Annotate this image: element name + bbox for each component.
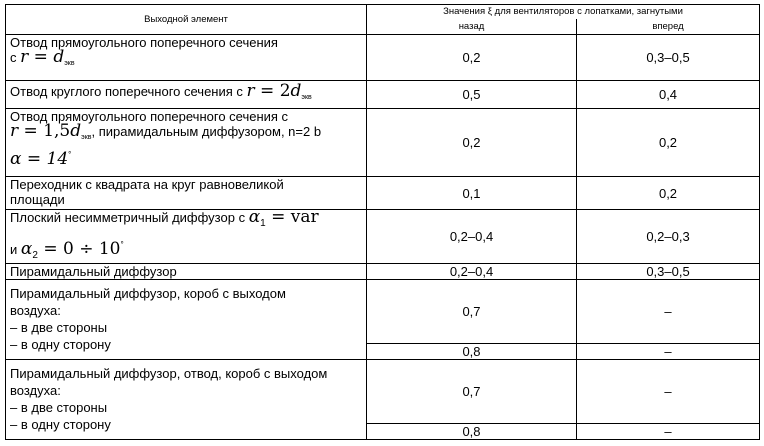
formula-r: r (246, 81, 255, 101)
header-row (6, 5, 760, 19)
value-back: 0,5 (367, 81, 577, 109)
element-cell (6, 81, 367, 109)
element-text: Отвод круглого поперечного сечения с (10, 84, 247, 99)
value-back: 0,2–0,4 (367, 210, 577, 264)
formula-sub: экв (64, 60, 75, 67)
formula-sub: экв (81, 134, 92, 141)
element-line: – в одну сторону (10, 417, 111, 432)
value-forward: – (577, 344, 760, 360)
table-row (6, 81, 760, 109)
header-back: назад (367, 19, 577, 35)
element-line: – в две стороны (10, 320, 108, 335)
value-back: 0,2 (367, 109, 577, 177)
formula-value: = 0 ÷ 10 (37, 239, 121, 259)
element-line: воздуха: (10, 383, 61, 398)
element-cell (6, 109, 367, 177)
value-back: 0,1 (367, 177, 577, 210)
element-formula-line (10, 47, 362, 71)
formula-value: = var (265, 207, 319, 227)
table-row (6, 109, 760, 177)
element-line: – в две стороны (10, 400, 108, 415)
element-line: – в одну сторону (10, 337, 111, 352)
value-back: 0,2–0,4 (367, 264, 577, 280)
header-output-element: Выходной элемент (6, 5, 367, 35)
element-line: Отвод прямоугольного поперечного сечения с (10, 109, 289, 124)
formula-alpha: α (10, 149, 22, 169)
table-row (6, 210, 760, 264)
element-line: воздуха: (10, 303, 61, 318)
element-cell: Пирамидальный диффузор (6, 264, 367, 280)
header-values-group: Значения ξ для вентиляторов с лопатками, загнутыми (367, 5, 760, 19)
table-row (6, 264, 760, 280)
value-forward: – (577, 424, 760, 440)
value-forward: 0,2 (577, 109, 760, 177)
element-text: , пирамидальным диффузором, n=2 b (91, 124, 322, 139)
formula-d: d (290, 81, 302, 101)
formula-sub: экв (301, 94, 312, 101)
element-line: площади (10, 192, 65, 207)
formula-d: d (70, 121, 82, 141)
formula-sub: 1 (260, 218, 266, 229)
formula-eq: = 2 (254, 81, 291, 101)
element-line: Отвод прямоугольного поперечного сечения (10, 35, 278, 50)
value-forward: 0,3–0,5 (577, 35, 760, 81)
table-row (6, 177, 760, 210)
value-forward: 0,2 (577, 177, 760, 210)
formula-degree: ° (120, 240, 124, 249)
element-formula-line (10, 121, 362, 145)
formula-alpha-value: = 14 (21, 149, 69, 169)
element-text: Плоский несимметричный диффузор с (10, 210, 249, 225)
value-back: 0,8 (367, 344, 577, 360)
value-forward: 0,2–0,3 (577, 210, 760, 264)
formula-sub: 2 (32, 250, 38, 261)
formula-eq: = (28, 47, 54, 67)
value-forward: – (577, 280, 760, 344)
value-forward: – (577, 360, 760, 424)
formula-r: r (10, 121, 19, 141)
element-cell (6, 360, 367, 440)
table-row (6, 360, 760, 424)
formula-alpha: α (248, 207, 261, 227)
element-formula-line (10, 147, 362, 167)
value-back: 0,7 (367, 280, 577, 344)
formula-r: r (20, 47, 29, 67)
value-back: 0,7 (367, 360, 577, 424)
formula-eq: = 1,5 (18, 121, 71, 141)
table-row (6, 35, 760, 81)
element-text: с (10, 50, 21, 65)
element-line: Пирамидальный диффузор, короб с выходом (10, 286, 286, 301)
header-forward: вперед (577, 19, 760, 35)
formula-alpha: α (20, 239, 33, 259)
element-line: Пирамидальный диффузор, отвод, короб с выходом (10, 366, 328, 381)
element-cell (6, 280, 367, 360)
element-cell (6, 207, 367, 264)
value-forward: 0,4 (577, 81, 760, 109)
coefficients-table (5, 4, 760, 440)
value-forward: 0,3–0,5 (577, 264, 760, 280)
element-cell (6, 35, 367, 81)
element-text: и (10, 242, 21, 257)
table-row (6, 280, 760, 344)
formula-degree: ° (68, 150, 72, 159)
value-back: 0,2 (367, 35, 577, 81)
value-back: 0,8 (367, 424, 577, 440)
element-formula-line (10, 237, 362, 263)
formula-d: d (53, 47, 65, 67)
element-line: Переходник с квадрата на круг равновеликой (10, 177, 284, 192)
element-formula-line (10, 207, 362, 231)
element-cell (6, 177, 367, 210)
